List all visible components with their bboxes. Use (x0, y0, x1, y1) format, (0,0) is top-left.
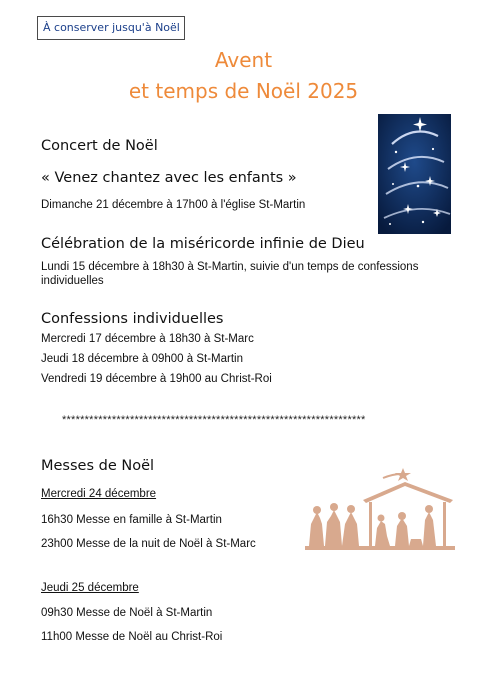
confession-item: Vendredi 19 décembre à 19h00 au Christ-Roi (41, 373, 272, 385)
celebration-line2: individuelles (41, 275, 104, 287)
page-title-line2: et temps de Noël 2025 (128, 79, 359, 103)
concert-quote: « Venez chantez avec les enfants » (41, 170, 297, 186)
nativity-silhouette-image (305, 466, 455, 552)
mass-item: 23h00 Messe de la nuit de Noël à St-Marc (41, 538, 256, 550)
mass-item: 16h30 Messe en famille à St-Martin (41, 514, 222, 526)
page-title-line1: Avent (214, 48, 273, 72)
messes-heading: Messes de Noël (41, 458, 155, 474)
celebration-line1: Lundi 15 décembre à 18h30 à St-Martin, suivie d'un temps de confessions (41, 261, 419, 273)
messes-day1-label: Mercredi 24 décembre (41, 488, 157, 500)
separator-stars: ******************************************************************* (62, 414, 366, 426)
mass-item: 11h00 Messe de Noël au Christ-Roi (41, 631, 223, 643)
concert-heading: Concert de Noël (41, 138, 158, 154)
mass-item: 09h30 Messe de Noël à St-Martin (41, 607, 213, 619)
celebration-heading: Célébration de la miséricorde infinie de Dieu (41, 236, 365, 252)
confession-item: Mercredi 17 décembre à 18h30 à St-Marc (41, 333, 254, 345)
concert-date: Dimanche 21 décembre à 17h00 à l'église St-Martin (41, 199, 306, 211)
christmas-tree-stars-image (378, 114, 451, 234)
confession-item: Jeudi 18 décembre à 09h00 à St-Martin (41, 353, 244, 365)
keep-until-christmas-label: À conserver jusqu'à Noël (37, 16, 185, 40)
confessions-heading: Confessions individuelles (41, 311, 224, 327)
messes-day2-label: Jeudi 25 décembre (41, 582, 139, 594)
